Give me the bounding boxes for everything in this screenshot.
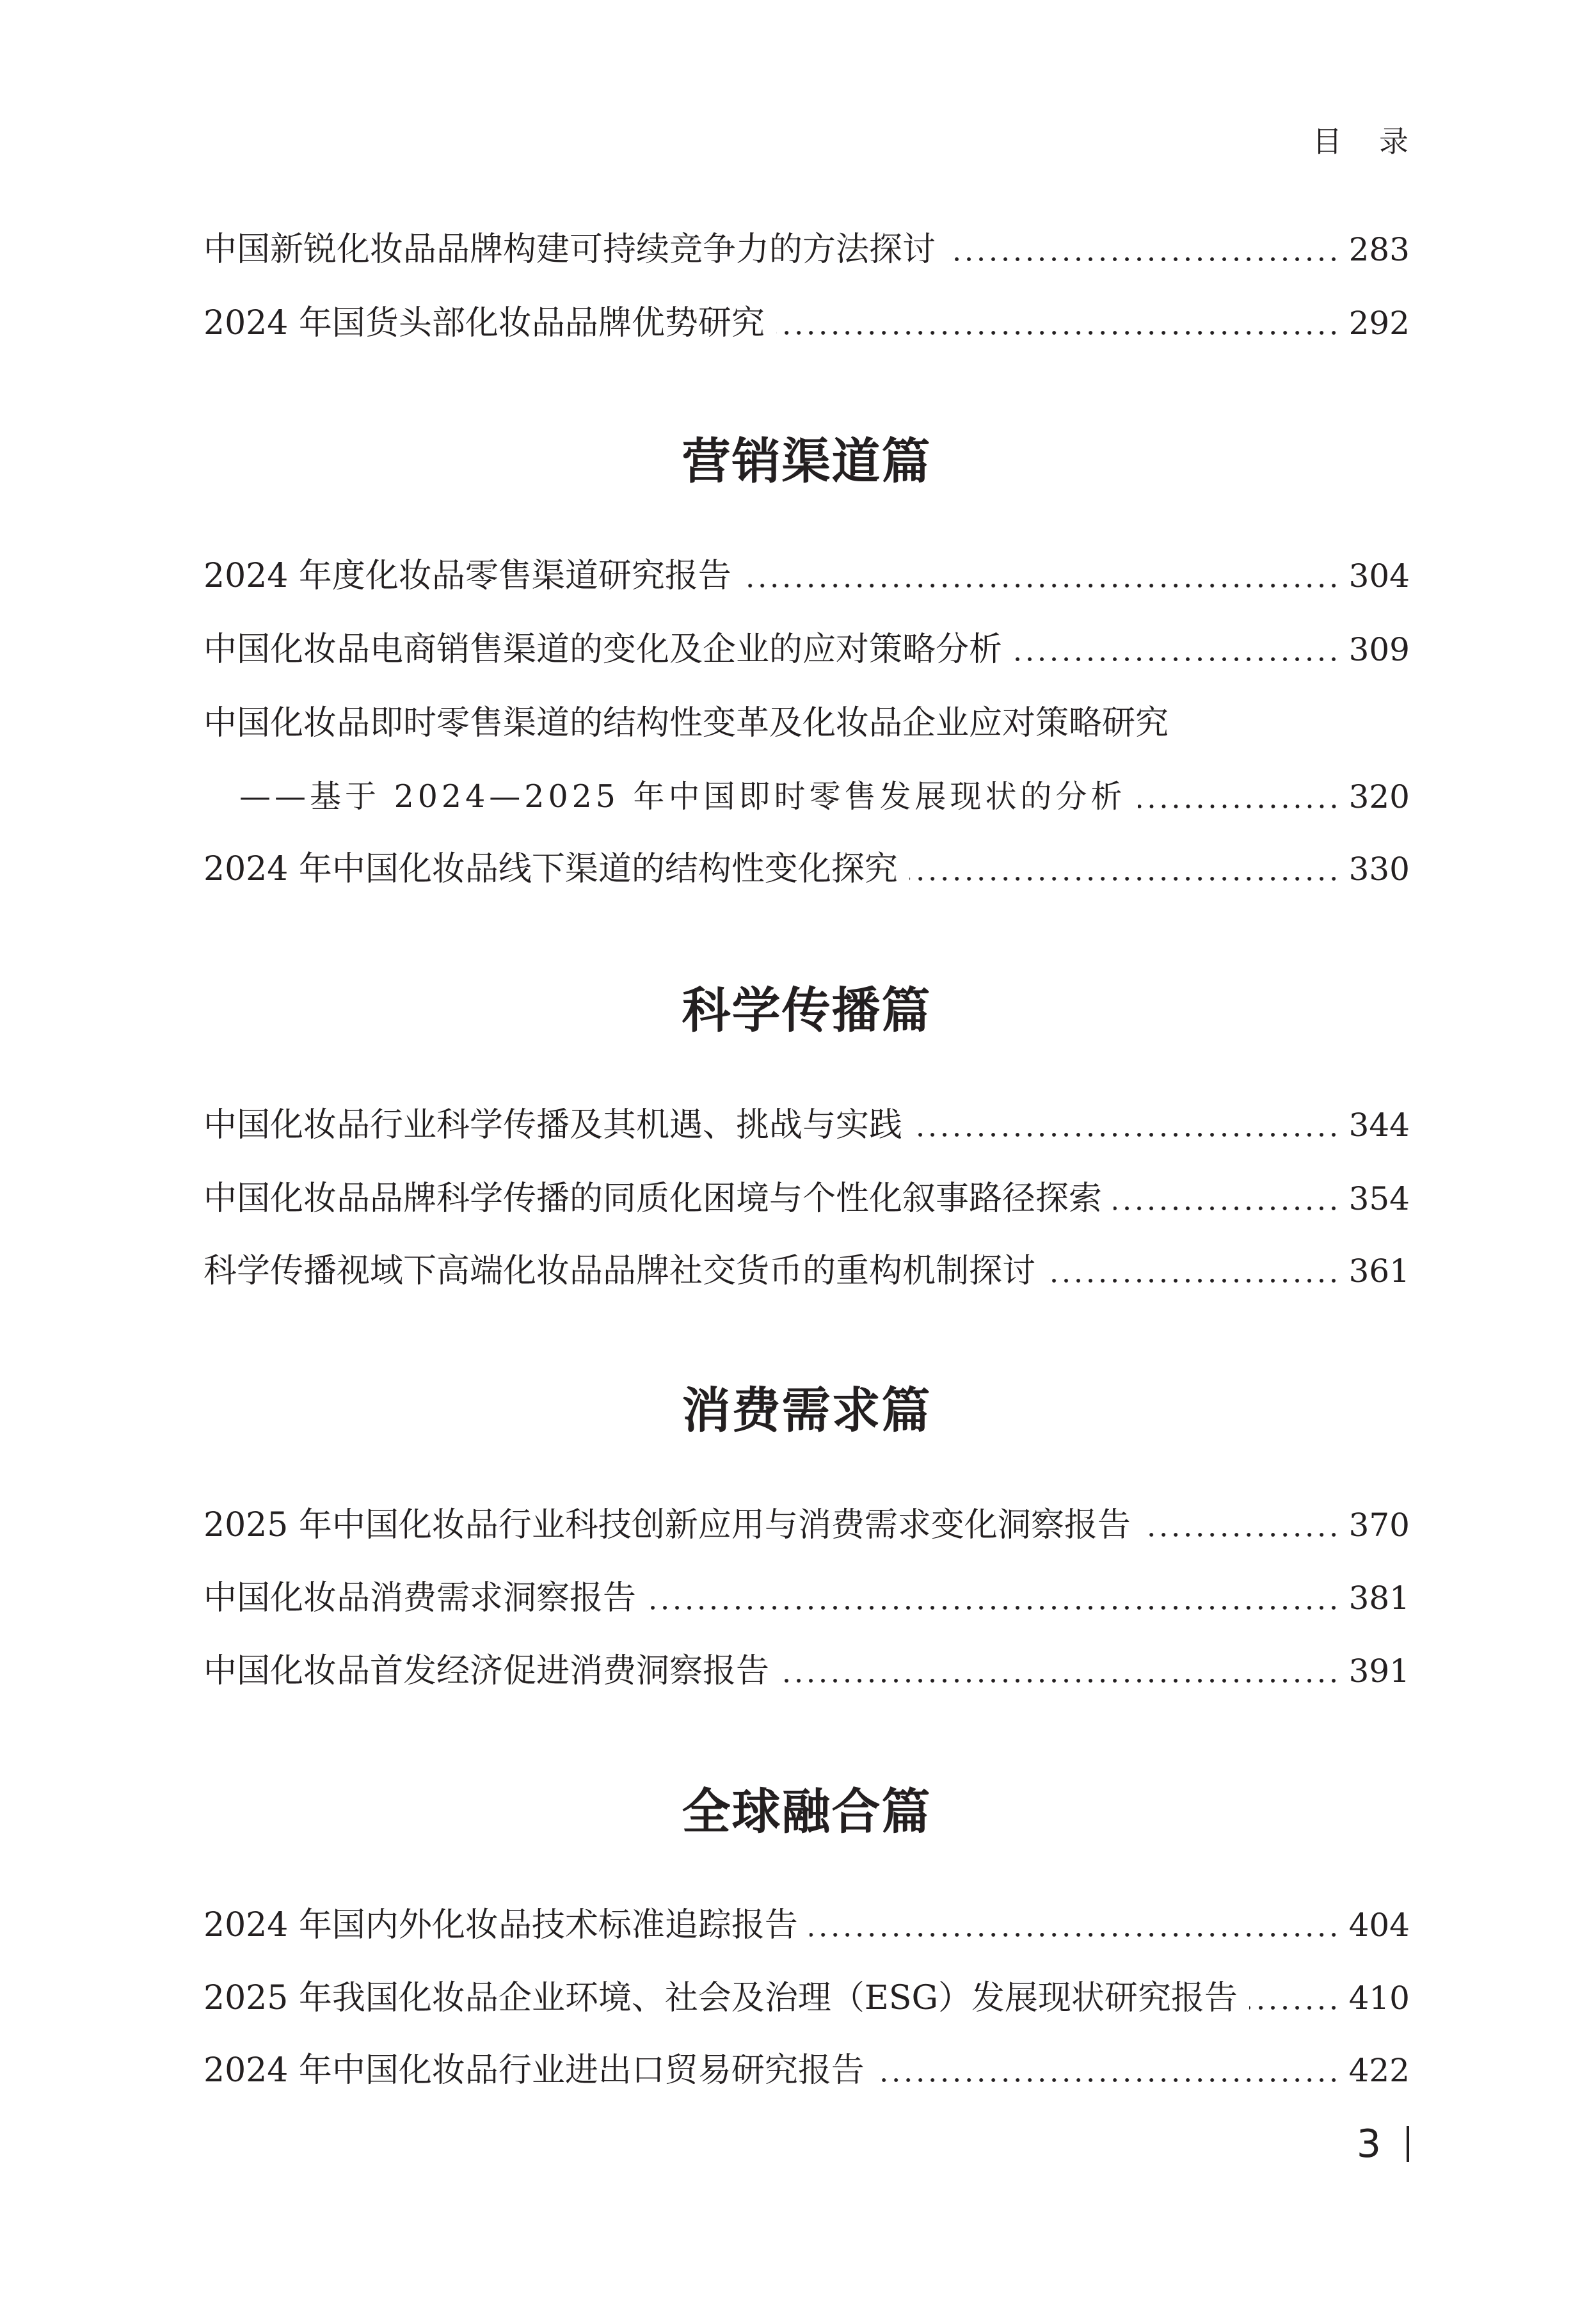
toc-entry-title: ——基于 2024—2025 年中国即时零售发展现状的分析 [239,778,1126,815]
toc-entry[interactable] [203,1500,1410,1551]
dot-leader [776,330,1340,336]
dot-leader [1138,803,1340,810]
toc-entry-title: 中国化妆品首发经济促进消费洞察报告 [203,1652,770,1690]
toc-entry-page: 330 [1348,851,1410,888]
toc-entry-title: 中国化妆品消费需求洞察报告 [203,1579,637,1617]
section-heading: 消费需求篇 [682,1382,932,1439]
toc-entry-subtitle[interactable] [239,771,1410,822]
toc-entry-page: 309 [1348,631,1410,668]
toc-entry[interactable] [203,298,1410,349]
dot-leader [1047,1277,1340,1284]
toc-entry-page: 422 [1348,2052,1410,2089]
toc-entry[interactable] [203,1900,1410,1951]
toc-entry[interactable] [203,1645,1410,1697]
toc-entry-page: 304 [1348,557,1410,595]
dot-leader [947,256,1340,262]
dot-leader [876,2077,1340,2083]
toc-entry-title: 中国新锐化妆品品牌构建可持续竞争力的方法探讨 [203,230,936,269]
toc-entry-title: 中国化妆品电商销售渠道的变化及企业的应对策略分析 [203,630,1003,669]
toc-entry[interactable] [203,1573,1410,1624]
toc-entry-page: 283 [1348,231,1410,268]
toc-entry-title: 中国化妆品即时零售渠道的结构性变革及化妆品企业应对策略研究 [203,704,1169,742]
dot-leader [781,1677,1340,1684]
toc-entry[interactable] [203,1173,1410,1224]
toc-entry-page: 320 [1348,778,1410,815]
toc-entry-page: 370 [1348,1507,1410,1544]
dot-leader [1142,1532,1340,1538]
toc-entry-page: 404 [1348,1907,1410,1944]
toc-entry-page: 344 [1348,1107,1410,1144]
toc-entry[interactable] [203,1100,1410,1151]
section-heading: 营销渠道篇 [682,433,932,490]
toc-entry-page: 292 [1348,305,1410,342]
toc-entry-title: 2024 年国内外化妆品技术标准追踪报告 [203,1906,798,1944]
toc-entry[interactable] [203,624,1410,675]
page-number [1357,2122,1409,2166]
toc-entry-title: 中国化妆品品牌科学传播的同质化困境与个性化叙事路径探索 [203,1180,1103,1218]
toc-entry[interactable] [203,844,1410,895]
dot-leader [1249,2005,1340,2011]
toc-entry[interactable] [203,224,1410,275]
folio-bar [1407,2126,1409,2162]
section-heading: 全球融合篇 [682,1783,932,1840]
dot-leader [914,1132,1340,1138]
dot-leader [1113,1205,1340,1212]
toc-entry-title: 科学传播视域下高端化妆品品牌社交货币的重构机制探讨 [203,1252,1036,1290]
toc-entry[interactable] [203,698,1410,749]
toc-entry[interactable] [203,1973,1410,2024]
toc-entry[interactable] [203,2045,1410,2096]
toc-entry-title: 2024 年国货头部化妆品品牌优势研究 [203,304,765,342]
toc-entry-page: 391 [1348,1653,1410,1690]
running-head: 目录 [1313,124,1446,159]
toc-entry-title: 中国化妆品行业科学传播及其机遇、挑战与实践 [203,1106,903,1144]
toc-entry-page: 381 [1348,1580,1410,1617]
dot-leader [909,876,1340,882]
page-number-text: 3 [1356,2122,1381,2166]
toc-entry-title: 2025 年中国化妆品行业科技创新应用与消费需求变化洞察报告 [203,1506,1131,1544]
toc-entry-page: 354 [1348,1180,1410,1217]
dot-leader [743,582,1340,589]
dot-leader [810,1932,1340,1938]
toc-entry-page: 410 [1348,1980,1410,2017]
toc-entry-title: 2024 年中国化妆品线下渠道的结构性变化探究 [203,850,898,888]
dot-leader [648,1605,1340,1611]
toc-entry-title: 2025 年我国化妆品企业环境、社会及治理（ESG）发展现状研究报告 [203,1979,1238,2017]
dot-leader [1014,656,1340,662]
toc-entry[interactable] [203,550,1410,602]
toc-entry-title: 2024 年中国化妆品行业进出口贸易研究报告 [203,2051,865,2090]
section-heading: 科学传播篇 [682,982,932,1039]
toc-entry[interactable] [203,1245,1410,1297]
toc-entry-title: 2024 年度化妆品零售渠道研究报告 [203,557,731,595]
toc-entry-page: 361 [1348,1253,1410,1290]
